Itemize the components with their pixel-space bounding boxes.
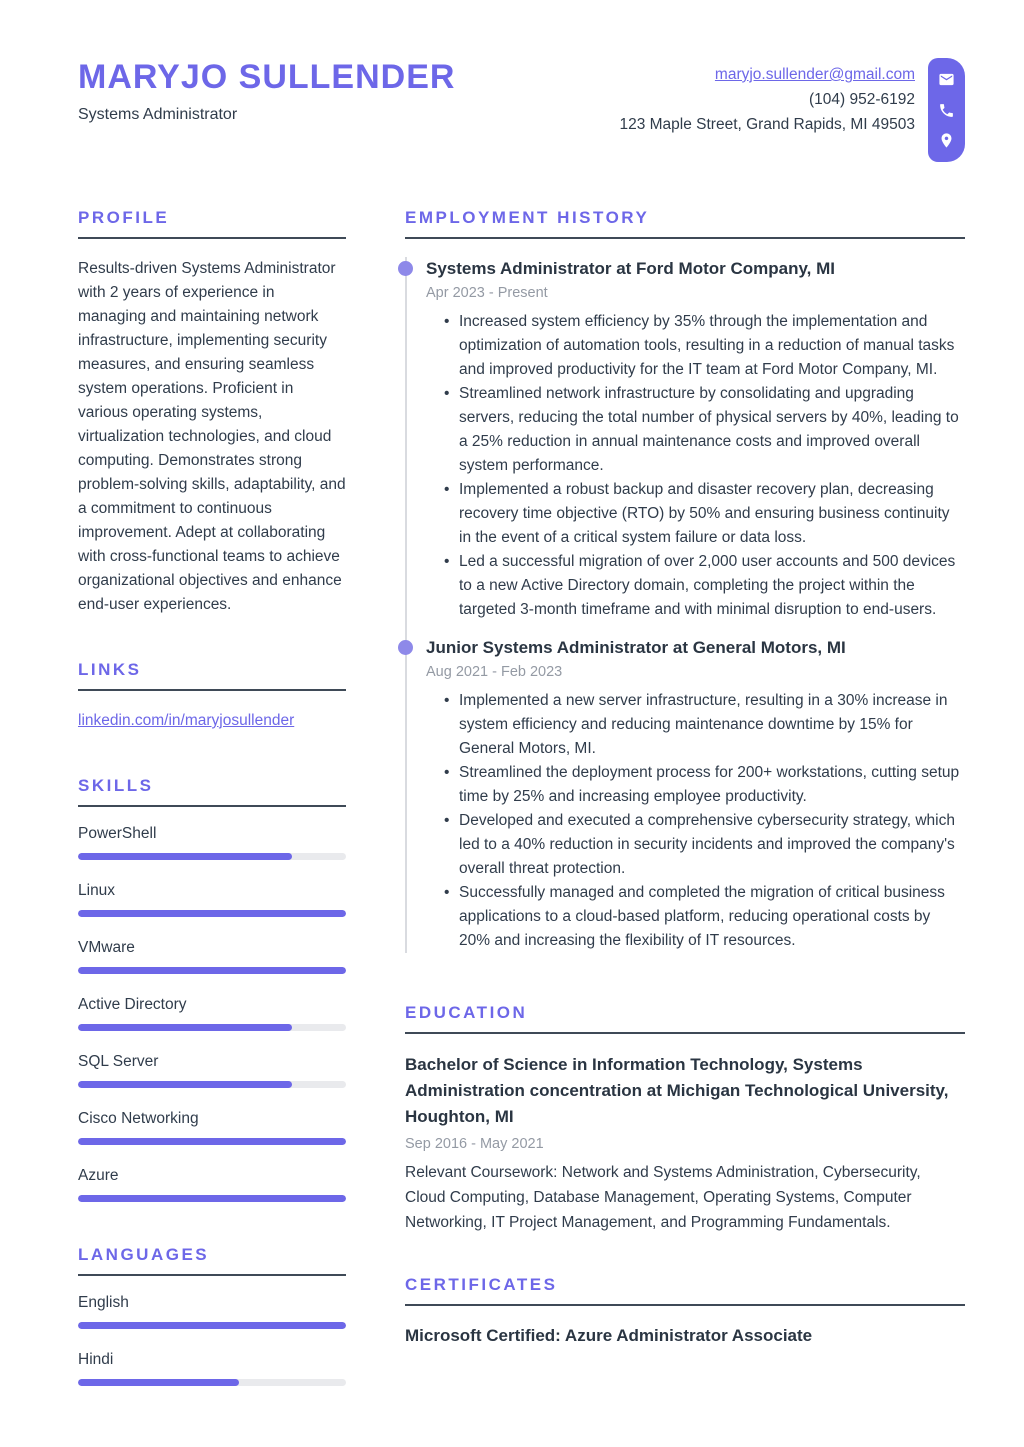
skill-item xyxy=(78,996,346,1031)
phone-icon xyxy=(938,102,955,119)
main-column xyxy=(405,208,965,1429)
language-bar-fill xyxy=(78,1322,346,1329)
education-degree: Bachelor of Science in Information Technology, Systems Administration concentration at Michigan Technological University, Houghton, MI xyxy=(405,1055,949,1126)
skill-label: PowerShell xyxy=(78,825,157,842)
contact-address: 123 Maple Street, Grand Rapids, MI 49503 xyxy=(619,116,915,133)
contact-icon-tab xyxy=(928,58,965,162)
skills-heading: SKILLS xyxy=(78,776,346,807)
job-bullet: • Developed and executed a comprehensive cybersecurity strategy, which led to a 40% reduction in security incidents and improved the company's overall threat protection. xyxy=(444,809,965,881)
job-entry xyxy=(426,257,965,622)
language-bar-track xyxy=(78,1379,346,1386)
section-education xyxy=(405,1003,965,1235)
job-bullet: • Streamlined the deployment process for 200+ workstations, cutting setup time by 25% and increasing employee productivity. xyxy=(444,761,965,809)
skill-bar-track xyxy=(78,853,346,860)
section-links xyxy=(78,660,346,733)
job-bullet: • Implemented a new server infrastructure, resulting in a 30% increase in system efficiency and reducing maintenance downtime by 15% for General Motors, MI. xyxy=(444,689,965,761)
job-bullet: • Increased system efficiency by 35% through the implementation and optimization of automation tools, resulting in a reduction of manual tasks and improved productivity for the IT team at Ford Motor Company, MI. xyxy=(444,310,965,382)
timeline-dot-icon xyxy=(398,261,413,276)
languages-heading: LANGUAGES xyxy=(78,1245,346,1276)
skill-bar-track xyxy=(78,1024,346,1031)
skill-item xyxy=(78,939,346,974)
linkedin-link[interactable]: linkedin.com/in/maryjosullender xyxy=(78,712,295,729)
employment-timeline xyxy=(405,257,965,953)
skill-label: VMware xyxy=(78,939,135,956)
contact-email-line xyxy=(619,62,915,87)
skill-label: Cisco Networking xyxy=(78,1110,199,1127)
education-description: Relevant Coursework: Network and Systems Administration, Cybersecurity, Cloud Computing, Database Management, Operating Systems, Computer Networking, IT Project Management, and Programming Fundamentals. xyxy=(405,1164,921,1231)
language-bar-track xyxy=(78,1322,346,1329)
skill-bar-track xyxy=(78,1081,346,1088)
person-name: MARYJO SULLENDER xyxy=(78,58,456,96)
certificates-heading: CERTIFICATES xyxy=(405,1275,965,1306)
contact-block xyxy=(619,58,915,137)
skill-bar-fill xyxy=(78,1138,346,1145)
person-job-title: Systems Administrator xyxy=(78,106,238,123)
sidebar xyxy=(78,208,346,1429)
language-label: English xyxy=(78,1294,129,1311)
job-title: Junior Systems Administrator at General Motors, MI xyxy=(426,638,846,657)
skill-bar-track xyxy=(78,967,346,974)
job-bullet: • Streamlined network infrastructure by consolidating and upgrading servers, reducing the total number of physical servers by 40%, leading to a 25% reduction in annual maintenance costs and improved overall system performance. xyxy=(444,382,965,478)
education-heading: EDUCATION xyxy=(405,1003,965,1034)
skill-label: Linux xyxy=(78,882,116,899)
profile-heading: PROFILE xyxy=(78,208,346,239)
contact-phone: (104) 952-6192 xyxy=(809,91,915,108)
job-dates: Apr 2023 - Present xyxy=(426,285,548,301)
job-entry xyxy=(426,636,965,953)
skill-item xyxy=(78,825,346,860)
section-profile xyxy=(78,208,346,617)
mail-icon xyxy=(938,71,955,88)
skill-bar-track xyxy=(78,1138,346,1145)
email-link[interactable]: maryjo.sullender@gmail.com xyxy=(714,66,915,83)
job-bullet-list xyxy=(444,689,965,953)
skill-item xyxy=(78,882,346,917)
section-certificates xyxy=(405,1275,965,1347)
job-title: Systems Administrator at Ford Motor Company, MI xyxy=(426,259,835,278)
section-employment xyxy=(405,208,965,953)
section-languages xyxy=(78,1245,346,1386)
education-dates: Sep 2016 - May 2021 xyxy=(405,1136,544,1152)
link-item xyxy=(78,709,346,733)
skill-label: SQL Server xyxy=(78,1053,159,1070)
skill-label: Active Directory xyxy=(78,996,187,1013)
skill-bar-fill xyxy=(78,853,292,860)
links-heading: LINKS xyxy=(78,660,346,691)
skill-label: Azure xyxy=(78,1167,119,1184)
skill-bar-track xyxy=(78,910,346,917)
language-item xyxy=(78,1351,346,1386)
job-bullet: • Led a successful migration of over 2,000 user accounts and 500 devices to a new Active Directory domain, completing the project within the targeted 3-month timeframe and with minimal disruption to end-users. xyxy=(444,550,965,622)
job-bullet: • Successfully managed and completed the migration of critical business applications to a cloud-based platform, reducing operational costs by 20% and increasing the flexibility of IT resources. xyxy=(444,881,965,953)
job-dates: Aug 2021 - Feb 2023 xyxy=(426,664,563,680)
header-identity xyxy=(78,58,455,124)
language-bar-fill xyxy=(78,1379,239,1386)
skill-item xyxy=(78,1167,346,1202)
section-skills xyxy=(78,776,346,1202)
skill-bar-fill xyxy=(78,967,346,974)
content-columns xyxy=(78,208,965,1429)
location-icon xyxy=(938,132,955,149)
timeline-dot-icon xyxy=(398,640,413,655)
language-label: Hindi xyxy=(78,1351,114,1368)
language-item xyxy=(78,1294,346,1329)
job-bullet-list xyxy=(444,310,965,622)
job-bullet: • Implemented a robust backup and disaster recovery plan, decreasing recovery time objective (RTO) by 50% and ensuring business continuity in the event of a critical system failure or data loss. xyxy=(444,478,965,550)
header-contact xyxy=(619,58,965,162)
employment-heading: EMPLOYMENT HISTORY xyxy=(405,208,965,239)
certificate-item: Microsoft Certified: Azure Administrator Associate xyxy=(405,1326,813,1345)
skill-bar-fill xyxy=(78,1024,292,1031)
skill-item xyxy=(78,1110,346,1145)
profile-text: Results-driven Systems Administrator with 2 years of experience in managing and maintaining network infrastructure, implementing security measures, and ensuring seamless system operations. Proficient in various operating systems, virtualization technologies, and cloud computing. Demonstrates strong problem-solving skills, adaptability, and a commitment to continuous improvement. Adept at collaborating with cross-functional teams to achieve organizational objectives and enhance end-user experiences. xyxy=(78,260,346,613)
skill-bar-fill xyxy=(78,1195,346,1202)
skill-bar-track xyxy=(78,1195,346,1202)
skill-bar-fill xyxy=(78,1081,292,1088)
header xyxy=(78,58,965,162)
skill-bar-fill xyxy=(78,910,346,917)
skill-item xyxy=(78,1053,346,1088)
